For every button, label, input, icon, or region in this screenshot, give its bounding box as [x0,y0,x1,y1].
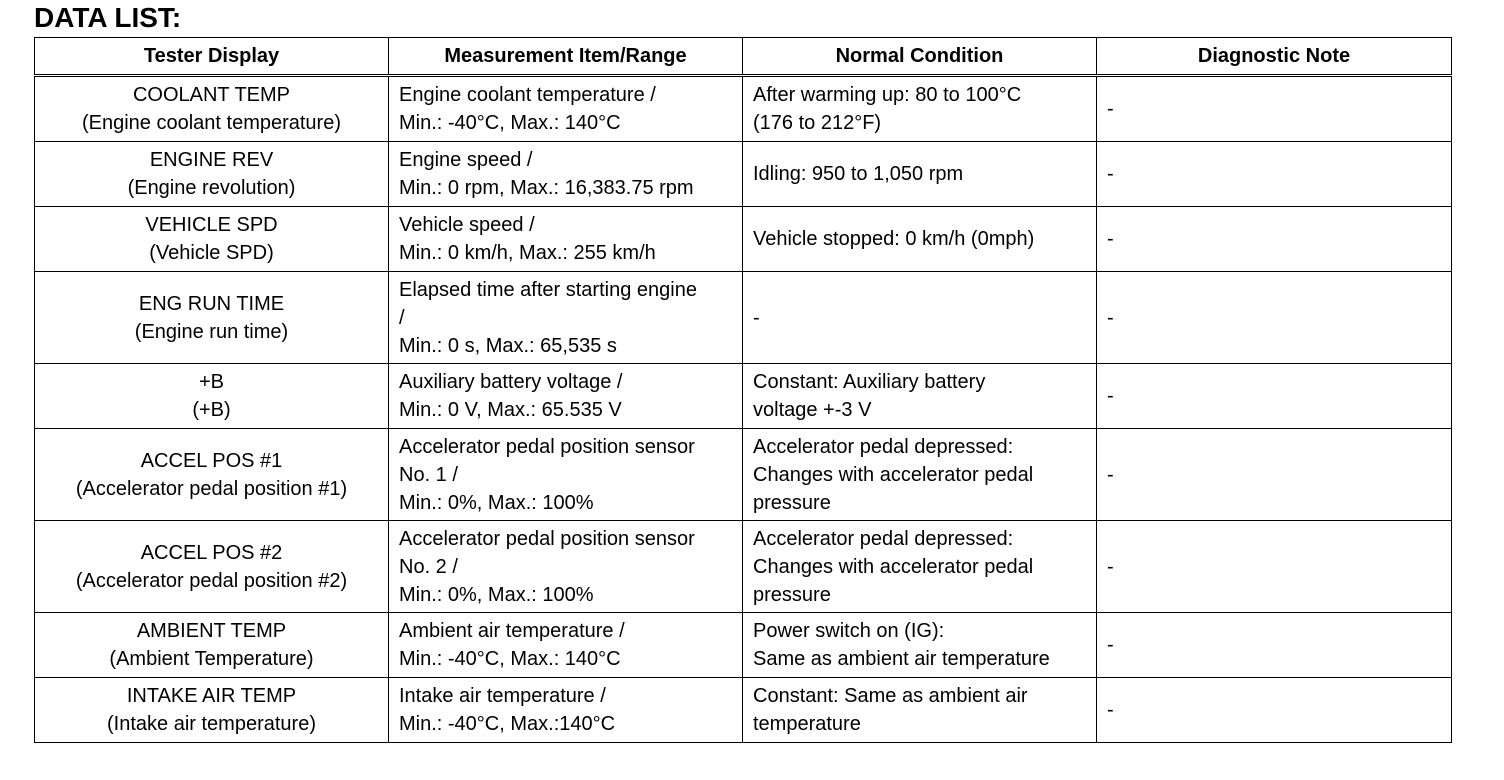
tester-display-cell [35,364,389,429]
tester-display-name: ACCEL POS #1 [140,449,283,472]
normal-condition-line: Changes with accelerator pedal [753,555,1034,578]
tester-display-description: (Ambient Temperature) [109,648,314,670]
tester-display-cell [35,76,389,142]
measurement-line: No. 1 / [399,463,458,486]
normal-condition-cell [743,613,1097,678]
tester-display-description: (Vehicle SPD) [149,242,274,264]
measurement-line: / [399,306,405,329]
tester-display-cell [35,429,389,521]
tester-display-name: INTAKE AIR TEMP [126,685,297,707]
measurement-line: No. 2 / [399,555,458,578]
tester-display-cell [35,142,389,207]
diagnostic-note-cell: - [1097,678,1452,743]
header-measurement-item: Measurement Item/Range [389,38,743,76]
header-tester-display: Tester Display [35,38,389,76]
data-list-table [34,37,1452,743]
normal-condition-cell [743,521,1097,613]
diagnostic-note-cell: - [1097,613,1452,678]
tester-display-cell [35,521,389,613]
table-row [35,521,1452,613]
normal-condition-line: temperature [753,713,861,735]
diagnostic-note-cell: - [1097,429,1452,521]
table-row [35,272,1452,364]
measurement-line: Intake air temperature / [399,685,606,707]
page-title: DATA LIST: [34,2,182,33]
diagnostic-note-cell: - [1097,364,1452,429]
normal-condition-cell [743,272,1097,364]
measurement-cell [389,429,743,521]
normal-condition-line: pressure [753,491,831,514]
table-row [35,207,1452,272]
normal-condition-line: Changes with accelerator pedal [753,463,1034,486]
normal-condition-line: voltage +-3 V [753,399,872,421]
measurement-cell [389,272,743,364]
measurement-line: Ambient air temperature / [399,620,625,642]
measurement-cell [389,678,743,743]
measurement-line: Accelerator pedal position sensor [399,435,695,458]
measurement-cell [389,521,743,613]
table-row [35,678,1452,743]
tester-display-name: AMBIENT TEMP [136,620,287,642]
normal-condition-line: Same as ambient air temperature [753,648,1050,670]
diagnostic-note-cell: - [1097,207,1452,272]
table-row [35,613,1452,678]
measurement-cell [389,207,743,272]
table-header-row [35,38,1452,76]
diagnostic-note-cell: - [1097,76,1452,142]
normal-condition-line: Vehicle stopped: 0 km/h (0mph) [753,228,1035,250]
normal-condition-cell [743,142,1097,207]
measurement-cell [389,364,743,429]
measurement-line: Min.: 0 s, Max.: 65,535 s [399,334,617,357]
table-row [35,76,1452,142]
measurement-line: Min.: 0 km/h, Max.: 255 km/h [399,242,656,264]
normal-condition-line: Idling: 950 to 1,050 rpm [753,163,964,185]
normal-condition-line: (176 to 212°F) [753,112,882,134]
normal-condition-line: Constant: Same as ambient air [753,685,1028,707]
tester-display-description: (Engine coolant temperature) [81,112,342,134]
measurement-line: Min.: 0 rpm, Max.: 16,383.75 rpm [399,177,694,199]
normal-condition-cell [743,429,1097,521]
tester-display-description: (Accelerator pedal position #1) [75,477,348,500]
header-diagnostic-note: Diagnostic Note [1097,38,1452,76]
measurement-cell [389,142,743,207]
tester-display-description: (Accelerator pedal position #2) [75,569,348,592]
tester-display-description: (Engine revolution) [127,177,296,199]
diagnostic-note-cell: - [1097,142,1452,207]
table-row [35,364,1452,429]
normal-condition-cell [743,678,1097,743]
normal-condition-cell [743,207,1097,272]
normal-condition-line: Accelerator pedal depressed: [753,435,1014,458]
measurement-line: Vehicle speed / [399,214,535,236]
measurement-line: Engine speed / [399,149,533,171]
tester-display-name: +B [198,371,225,393]
tester-display-name: ACCEL POS #2 [140,541,283,564]
measurement-cell [389,613,743,678]
measurement-line: Auxiliary battery voltage / [399,371,623,393]
tester-display-description: (+B) [192,399,231,421]
tester-display-name: VEHICLE SPD [145,214,278,236]
tester-display-name: COOLANT TEMP [132,84,291,106]
normal-condition-line: Power switch on (IG): [753,620,945,642]
measurement-line: Min.: 0%, Max.: 100% [399,491,594,514]
normal-condition-line: pressure [753,583,831,606]
measurement-line: Min.: 0 V, Max.: 65.535 V [399,399,622,421]
table-row [35,142,1452,207]
tester-display-cell [35,272,389,364]
tester-display-cell [35,207,389,272]
measurement-line: Min.: -40°C, Max.: 140°C [399,112,621,134]
tester-display-cell [35,678,389,743]
normal-condition-line: After warming up: 80 to 100°C [753,84,1022,106]
measurement-cell [389,76,743,142]
tester-display-description: (Engine run time) [134,320,289,343]
normal-condition-cell [743,364,1097,429]
tester-display-name: ENGINE REV [149,149,274,171]
measurement-line: Min.: 0%, Max.: 100% [399,583,594,606]
measurement-line: Accelerator pedal position sensor [399,527,695,550]
normal-condition-line: - [753,306,760,329]
table-row [35,429,1452,521]
measurement-line: Min.: -40°C, Max.: 140°C [399,648,621,670]
tester-display-description: (Intake air temperature) [107,713,316,735]
normal-condition-line: Constant: Auxiliary battery [753,371,986,393]
normal-condition-line: Accelerator pedal depressed: [753,527,1014,550]
diagnostic-note-cell: - [1097,521,1452,613]
measurement-line: Min.: -40°C, Max.:140°C [399,713,616,735]
measurement-line: Elapsed time after starting engine [399,278,697,301]
measurement-line: Engine coolant temperature / [399,84,656,106]
header-normal-condition: Normal Condition [743,38,1097,76]
normal-condition-cell [743,76,1097,142]
diagnostic-note-cell: - [1097,272,1452,364]
tester-display-name: ENG RUN TIME [138,292,285,315]
tester-display-cell [35,613,389,678]
